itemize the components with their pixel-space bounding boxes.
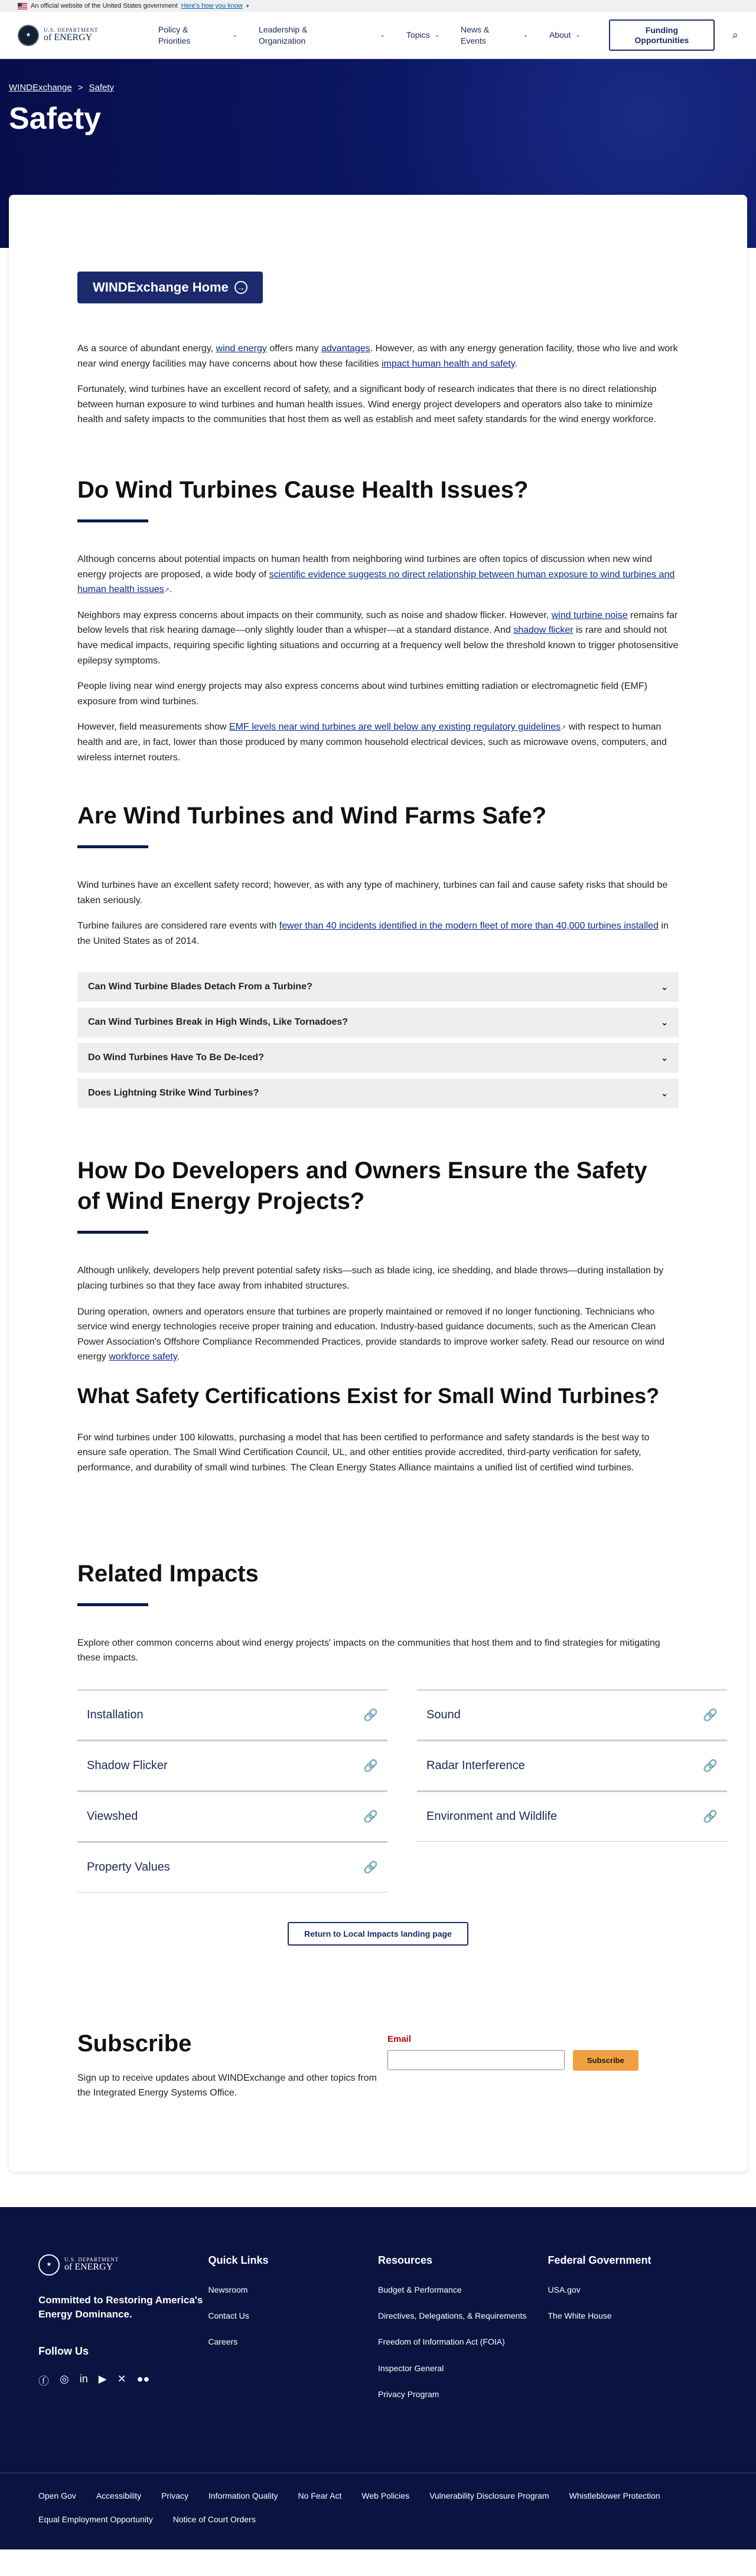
chevron-down-icon: ⌄ <box>661 1017 668 1027</box>
resources-heading: Resources <box>378 2254 433 2266</box>
safe-paragraph-2: Turbine failures are considered rare events with fewer than 40 incidents identified in the modern fleet of more than 40,000 turbines installed in the United States as of 2014. <box>77 921 669 946</box>
link-icon: 🔗 <box>363 1810 378 1823</box>
impact-label: Environment and Wildlife <box>426 1809 558 1823</box>
link-icon: 🔗 <box>363 1708 378 1722</box>
impact-viewshed[interactable] <box>77 1791 387 1842</box>
impact-sound[interactable] <box>417 1689 727 1740</box>
section-heading-related: Related Impacts <box>77 1560 259 1587</box>
chevron-down-icon: ▾ <box>246 2 249 9</box>
heres-how-link[interactable]: Here's how you know <box>181 2 243 9</box>
chevron-down-icon: ⌄ <box>661 982 668 992</box>
footer-bottom-link[interactable]: Web Policies <box>361 2490 410 2500</box>
health-paragraph-3: People living near wind energy projects may also express concerns about wind turbines emitting radiation or electromagnetic field (EMF) exposure from wind turbines. <box>77 681 647 707</box>
accordion-label: Does Lightning Strike Wind Turbines? <box>88 1088 259 1099</box>
nav-label: Leadership & Organization <box>258 25 308 45</box>
footer-link-foia[interactable]: Freedom of Information Act (FOIA) <box>378 2337 505 2347</box>
wind-energy-link[interactable]: wind energy <box>216 344 267 354</box>
wind-turbine-noise-link[interactable]: wind turbine noise <box>551 610 628 620</box>
footer-bottom-link[interactable]: Notice of Court Orders <box>172 2514 256 2524</box>
subscribe-heading: Subscribe <box>77 2030 192 2057</box>
email-field[interactable] <box>387 2050 565 2070</box>
doe-seal-icon: ★ <box>38 2254 60 2276</box>
impact-label: Installation <box>87 1708 144 1721</box>
breadcrumb-safety[interactable]: Safety <box>89 83 115 93</box>
accordion-label: Can Wind Turbine Blades Detach From a Turbine? <box>88 982 312 992</box>
workforce-safety-link[interactable]: workforce safety <box>109 1352 177 1362</box>
quick-links-heading: Quick Links <box>208 2254 269 2266</box>
subscribe-section <box>77 2028 679 2101</box>
subscribe-button[interactable]: Subscribe <box>573 2050 638 2071</box>
nav-topics[interactable] <box>396 30 450 40</box>
scientific-evidence-link[interactable]: scientific evidence suggests no direct relationship between human exposure to wind turbines and human health issues <box>77 569 675 595</box>
nav-label: Topics <box>406 30 430 40</box>
email-label: Email <box>387 2034 412 2044</box>
heading-underline <box>77 1603 148 1606</box>
chevron-down-icon: ⌄ <box>661 1088 668 1098</box>
instagram-icon[interactable]: ◎ <box>60 2372 69 2385</box>
impact-label: Radar Interference <box>426 1758 525 1772</box>
accordion-blades-detach[interactable] <box>77 972 679 1002</box>
link-icon: 🔗 <box>703 1759 718 1773</box>
link-icon: 🔗 <box>363 1759 378 1773</box>
home-button-label: WINDExchange Home <box>93 280 229 295</box>
section-heading-certifications: What Safety Certifications Exist for Small Wind Turbines? <box>77 1384 660 1408</box>
chevron-down-icon: ⌄ <box>380 32 385 38</box>
nav-about[interactable] <box>539 30 591 40</box>
gov-banner <box>0 0 756 12</box>
health-paragraph-4: However, field measurements show EMF levels near wind turbines are well below any existing regulatory guidelines↗ with respect to human health and are, in fact, lower than those produced by many common household electrical devices, such as microwave ovens, computers, and wireless internet routers. <box>77 722 667 763</box>
footer-link-newsroom[interactable]: Newsroom <box>208 2284 248 2294</box>
impact-shadow-flicker[interactable] <box>77 1740 387 1791</box>
heading-underline <box>77 845 148 848</box>
footer-commitment: Committed to Restoring America's Energy Dominance. <box>38 2294 203 2320</box>
page-title: Safety <box>9 102 102 136</box>
impact-installation[interactable] <box>77 1689 387 1740</box>
impact-label: Viewshed <box>87 1809 138 1823</box>
footer-doe-logo[interactable] <box>38 2254 157 2276</box>
facebook-icon[interactable]: ⓕ <box>38 2375 49 2387</box>
main-content <box>9 195 747 2172</box>
chevron-down-icon: ⌄ <box>661 1052 668 1063</box>
linkedin-icon[interactable]: in <box>79 2372 88 2385</box>
health-paragraph-1: Although concerns about potential impacts on human health from neighboring wind turbines are often topics of discussion when new wind energy projects are proposed, a wide body of scientific evidence suggests no direct relationship between human exposure to wind turbines and human health issues↗. <box>77 554 675 595</box>
logo-bottom-text: of ENERGY <box>44 32 93 43</box>
x-icon[interactable]: ✕ <box>117 2372 126 2385</box>
accordion-label: Do Wind Turbines Have To Be De-Iced? <box>88 1052 264 1063</box>
follow-us-heading: Follow Us <box>38 2345 89 2357</box>
certifications-paragraph: For wind turbines under 100 kilowatts, purchasing a model that has been certified to performance and safety standards is the best way to ensure safe operation. The Small Wind Certification Council, UL, and other entities provide accredited, third-party verification for safety, performance, and durability of small wind turbines. The Clean Energy States Alliance maintains a unified list of certified wind turbines. <box>77 1432 650 1473</box>
footer-link-budget[interactable]: Budget & Performance <box>378 2284 462 2294</box>
nav-label: About <box>549 30 571 40</box>
accordion-lightning[interactable] <box>77 1078 679 1108</box>
impact-label: Shadow Flicker <box>87 1758 168 1772</box>
funding-opportunities-button[interactable]: Funding Opportunities <box>609 19 715 51</box>
intro-paragraph-1: As a source of abundant energy, wind energy offers many advantages. However, as with any energy generation facility, those who live and work near wind energy facilities may have concerns about how these facilities impact human health and safety. <box>77 344 678 369</box>
subscribe-text: Sign up to receive updates about WINDExchange and other topics from the Integrated Energy Systems Office. <box>77 2072 377 2098</box>
external-link-icon: ↗ <box>561 724 566 732</box>
footer-link-privacy-program[interactable]: Privacy Program <box>378 2389 439 2399</box>
footer-bottom-link[interactable]: Equal Employment Opportunity <box>38 2514 153 2524</box>
footer-bottom-link[interactable]: Accessibility <box>96 2490 142 2500</box>
footer-bottom-link[interactable]: Vulnerability Disclosure Program <box>429 2490 549 2500</box>
us-flag-icon <box>18 3 27 9</box>
gov-banner-text: An official website of the United States government <box>31 2 178 9</box>
section-heading-developers: How Do Developers and Owners Ensure the Safety of Wind Energy Projects? <box>77 1158 647 1215</box>
developers-paragraph-2: During operation, owners and operators ensure that turbines are properly maintained or removed if no longer functioning. Technicians who service wind energy technologies receive proper training and education. Industry-based guidance documents, such as the American Clean Power Association's Offshore Compliance Recommended Practices, provide standards to improve worker safety. Read our resource on wind energy workforce safety. <box>77 1306 665 1362</box>
shadow-flicker-link[interactable]: shadow flicker <box>513 625 573 636</box>
chevron-down-icon: ⌄ <box>434 32 439 38</box>
intro-paragraph-2: Fortunately, wind turbines have an excellent record of safety, and a significant body of research indicates that there is no direct relationship between human exposure to wind turbines and human health issues. Wind energy project developers and operators also take to minimize health and safety impacts to the communities that host them as well as establish and meet safety standards for the wind energy workforce. <box>77 384 657 425</box>
section-heading-safe: Are Wind Turbines and Wind Farms Safe? <box>77 803 547 829</box>
doe-logo[interactable] <box>18 25 118 46</box>
section-heading-health: Do Wind Turbines Cause Health Issues? <box>77 476 529 503</box>
logo-bottom-text: of ENERGY <box>64 2262 113 2273</box>
external-link-icon: ↗ <box>164 587 170 594</box>
breadcrumb-windexchange[interactable]: WINDExchange <box>9 83 72 93</box>
flickr-icon[interactable]: ●● <box>136 2372 150 2385</box>
accordion-de-iced[interactable] <box>77 1043 679 1073</box>
breadcrumb-separator: > <box>77 83 83 93</box>
chevron-down-icon: ⌄ <box>523 32 528 38</box>
social-links <box>38 2373 208 2388</box>
footer-link-usa-gov[interactable]: USA.gov <box>548 2284 581 2294</box>
chevron-down-icon: ⌄ <box>575 32 581 38</box>
footer-link-white-house[interactable]: The White House <box>548 2311 612 2321</box>
nav-label: News & Events <box>460 25 490 45</box>
doe-seal-icon: ★ <box>18 25 39 46</box>
heading-underline <box>77 519 148 522</box>
logo-top-text: U.S. DEPARTMENT <box>64 2257 119 2263</box>
footer-link-contact[interactable]: Contact Us <box>208 2311 249 2321</box>
link-icon: 🔗 <box>703 1708 718 1722</box>
impact-property-values[interactable] <box>77 1842 387 1892</box>
impact-radar-interference[interactable] <box>417 1740 727 1791</box>
return-local-impacts-button[interactable]: Return to Local Impacts landing page <box>288 1922 468 1946</box>
footer-link-inspector-general[interactable]: Inspector General <box>378 2363 444 2373</box>
accordion-label: Can Wind Turbines Break in High Winds, Like Tornadoes? <box>88 1017 348 1028</box>
heading-underline <box>77 1231 148 1234</box>
nav-label: Policy & Priorities <box>158 25 191 45</box>
footer-bottom-link[interactable]: No Fear Act <box>298 2490 342 2500</box>
nav-policy-priorities[interactable] <box>148 24 248 45</box>
impact-health-safety-link[interactable]: impact human health and safety <box>381 358 515 369</box>
footer-link-directives[interactable]: Directives, Delegations, & Requirements <box>378 2311 527 2321</box>
youtube-icon[interactable]: ▶ <box>98 2372 107 2385</box>
nav-leadership-organization[interactable] <box>248 24 396 45</box>
advantages-link[interactable]: advantages <box>321 344 370 354</box>
main-nav <box>148 24 591 45</box>
footer-bottom-links <box>0 2473 756 2524</box>
impact-label: Sound <box>426 1708 461 1721</box>
impact-environment-wildlife[interactable] <box>417 1791 727 1842</box>
safe-paragraph-1: Wind turbines have an excellent safety record; however, as with any type of machinery, turbines can fail and cause safety risks that should be taken seriously. <box>77 880 668 905</box>
footer-bottom-link[interactable]: Privacy <box>161 2490 188 2500</box>
search-icon[interactable]: ⌕ <box>732 29 738 41</box>
emf-levels-link[interactable]: EMF levels near wind turbines are well below any existing regulatory guidelines <box>229 722 561 733</box>
link-icon: 🔗 <box>703 1810 718 1823</box>
logo-top-text: U.S. DEPARTMENT <box>44 27 99 33</box>
arrow-right-circle-icon: → <box>234 281 247 294</box>
related-intro: Explore other common concerns about wind energy projects' impacts on the communities that host them and to find strategies for mitigating these impacts. <box>77 1637 660 1663</box>
chevron-down-icon: ⌄ <box>232 32 237 38</box>
related-impacts-grid <box>77 1689 718 1892</box>
fewer-than-40-link[interactable]: fewer than 40 incidents identified in the modern fleet of more than 40,000 turbines installed <box>279 921 659 931</box>
footer-bottom-link[interactable]: Whistleblower Protection <box>569 2490 660 2500</box>
faq-accordion <box>77 972 679 1108</box>
health-paragraph-2: Neighbors may express concerns about impacts on their community, such as noise and shadow flicker. However, wind turbine noise remains far below levels that risk hearing damage—only slightly louder than a whisper—at a standard distance. And shadow flicker is rare and should not have medical impacts, requiring specific lighting situations and occurring at a frequency well below the threshold known to trigger photosensitive epilepsy symptoms. <box>77 610 679 666</box>
accordion-high-winds[interactable] <box>77 1008 679 1037</box>
footer-bottom-link[interactable]: Open Gov <box>38 2490 76 2500</box>
footer-bottom-link[interactable]: Information Quality <box>208 2490 278 2500</box>
federal-government-heading: Federal Government <box>548 2254 651 2266</box>
nav-news-events[interactable] <box>450 24 539 45</box>
windexchange-home-button[interactable] <box>77 272 263 303</box>
developers-paragraph-1: Although unlikely, developers help prevent potential safety risks—such as blade icing, ice shedding, and blade throws—during installation by placing turbines so that they face away from inhabited structures. <box>77 1266 664 1292</box>
link-icon: 🔗 <box>363 1861 378 1874</box>
impact-label: Property Values <box>87 1860 170 1874</box>
site-footer <box>0 2207 756 2549</box>
footer-link-careers[interactable]: Careers <box>208 2337 238 2347</box>
site-header <box>0 12 756 59</box>
breadcrumb <box>9 59 747 93</box>
